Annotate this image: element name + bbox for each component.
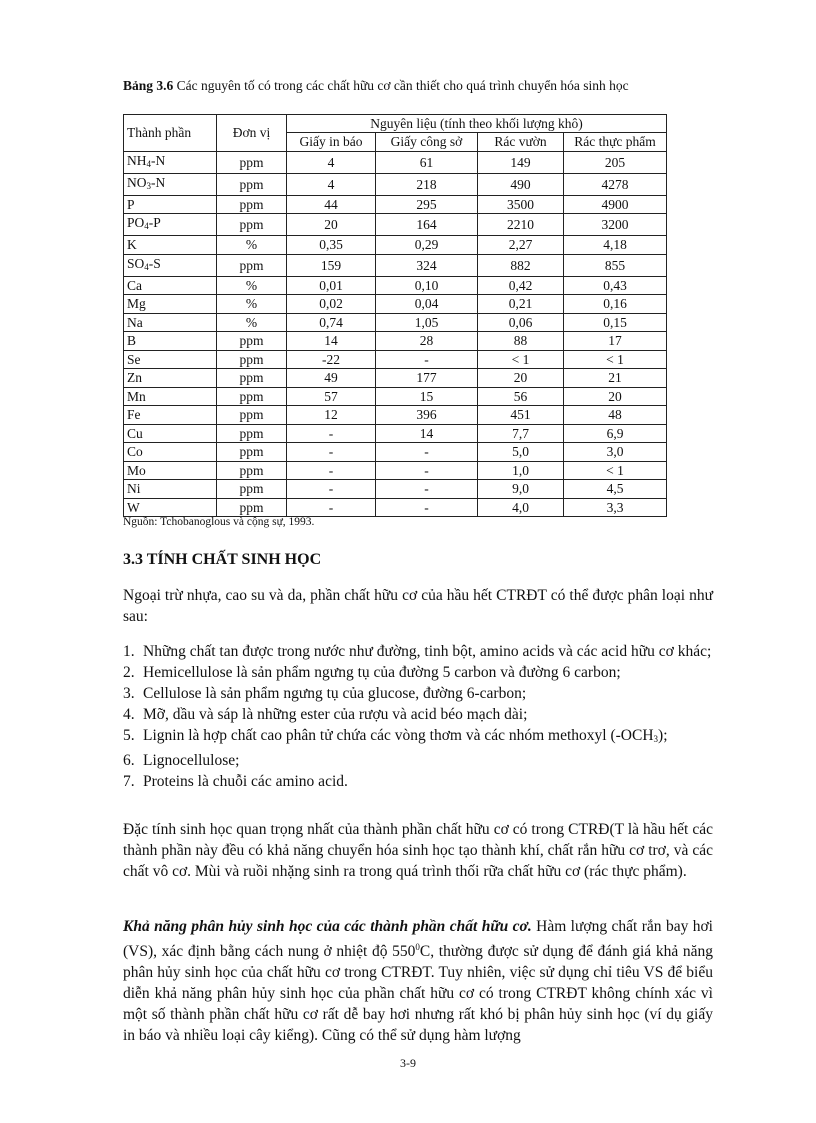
cell-unit: ppm [217,461,287,480]
table-row [124,387,667,406]
cell-value: 61 [376,151,478,173]
cell-value: 0,02 [287,295,376,314]
table-row [124,461,667,480]
table-caption-text: Các nguyên tố có trong các chất hữu cơ cần thiết cho quá trình chuyển hóa sinh học [173,78,629,93]
cell-value: 20 [478,369,564,388]
cell-value: 0,01 [287,276,376,295]
cell-value: - [376,461,478,480]
cell-value: 9,0 [478,480,564,499]
cell-value: 295 [376,195,478,214]
cell-value: - [376,443,478,462]
cell-value: 4 [287,151,376,173]
list-item: 6. Lignocellulose; [123,752,240,769]
cell-value: 0,42 [478,276,564,295]
cell-value: 0,74 [287,313,376,332]
table-row [124,406,667,425]
cell-unit: ppm [217,369,287,388]
cell-component: Ca [124,276,217,295]
cell-unit: ppm [217,195,287,214]
cell-value: 4 [287,173,376,195]
intro-paragraph: Ngoại trừ nhựa, cao su và da, phần chất hữu cơ của hầu hết CTRĐT có thể được phân loại như sau: [123,587,713,625]
biodegradability-paragraph: Khả năng phân hủy sinh học của các thành phần chất hữu cơ. Hàm lượng chất rắn bay hơi (VS), xác định bằng cách nung ở nhiệt độ $550^0C$, thường được sử dụng để đánh giá khả năng phân hủy sinh học của chất hữu cơ trong CTRĐT. Tuy nhiên, việc sử dụng chỉ tiêu VS để biểu diễn khả năng phân hủy sinh học của phần chất hữu cơ có trong CTRĐT không chính xác vì một số thành phần chất hữu cơ rất dễ bay hơi nhưng rất khó bị phân hủy sinh học (ví dụ giấy in báo và nhiều loại cây kiểng). Cũng có thể sử dụng hàm lượng [123,918,713,1044]
header-newsprint: Giấy in báo [287,133,376,152]
cell-unit: ppm [217,406,287,425]
cell-value: < 1 [478,350,564,369]
cell-value: 164 [376,214,478,236]
cell-value: 20 [564,387,667,406]
cell-value: 177 [376,369,478,388]
cell-value: 218 [376,173,478,195]
cell-component: Mn [124,387,217,406]
cell-value: 44 [287,195,376,214]
cell-value: 4,18 [564,236,667,255]
cell-value: 7,7 [478,424,564,443]
header-material-group: Nguyên liệu (tính theo khối lượng khô) [287,115,667,133]
biological-properties-paragraph: Đặc tính sinh học quan trọng nhất của thành phần chất hữu cơ có trong CTRĐ(T là hầu hết các thành phần này đều có khả năng chuyển hóa sinh học tạo thành khí, chất rắn hữu cơ trơ, và các chất vô cơ. Mùi và ruồi nhặng sinh ra trong quá trình thối rữa chất hữu cơ (rác thực phẩm). [123,821,713,880]
biodegradability-title: Khả năng phân hủy sinh học của các thành phần chất hữu cơ. [123,918,532,935]
cell-value: 2,27 [478,236,564,255]
cell-component: B [124,332,217,351]
cell-value: 3,3 [564,498,667,517]
cell-value: -22 [287,350,376,369]
cell-unit: ppm [217,173,287,195]
cell-unit: % [217,276,287,295]
table-row [124,313,667,332]
cell-value: - [287,480,376,499]
cell-unit: % [217,295,287,314]
cell-component: Ni [124,480,217,499]
cell-value: 49 [287,369,376,388]
header-office-paper: Giấy công sở [376,133,478,152]
table-row [124,173,667,195]
cell-value: 0,43 [564,276,667,295]
cell-value: < 1 [564,461,667,480]
table-row [124,424,667,443]
cell-value: 159 [287,254,376,276]
table-row [124,480,667,499]
cell-component: Na [124,313,217,332]
cell-unit: ppm [217,498,287,517]
cell-value: 882 [478,254,564,276]
cell-value: 4278 [564,173,667,195]
cell-value: 0,15 [564,313,667,332]
list-item: 1. Những chất tan được trong nước như đường, tinh bột, amino acids và các acid hữu cơ khác; [123,643,712,660]
cell-value: 324 [376,254,478,276]
table-body [124,151,667,517]
cell-value: 3,0 [564,443,667,462]
cell-value: 0,16 [564,295,667,314]
section-heading: 3.3 TÍNH CHẤT SINH HỌC [123,551,322,568]
cell-component: K [124,236,217,255]
cell-value: 3500 [478,195,564,214]
cell-component: Mg [124,295,217,314]
cell-unit: ppm [217,350,287,369]
cell-value: 0,04 [376,295,478,314]
list-item: 5. Lignin là hợp chất cao phân tử chứa các vòng thơm và các nhóm methoxyl $(-OCH_3)$; [123,727,668,744]
cell-component: Se [124,350,217,369]
cell-component: Co [124,443,217,462]
cell-value: 1,0 [478,461,564,480]
cell-value: 14 [376,424,478,443]
cell-unit: ppm [217,424,287,443]
cell-value: 17 [564,332,667,351]
cell-component: W [124,498,217,517]
list-item: 4. Mỡ, dầu và sáp là những ester của rượu và acid béo mạch dài; [123,706,528,723]
cell-component: Zn [124,369,217,388]
header-unit: Đơn vị [217,115,287,152]
table-row [124,254,667,276]
cell-component: Mo [124,461,217,480]
table-caption-label: Bảng 3.6 [123,78,174,93]
list-item: 2. Hemicellulose là sản phẩm ngưng tụ của đường 5 carbon và đường 6 carbon; [123,664,621,681]
cell-component: $SO_4-S$ [124,254,217,276]
header-component: Thành phần [124,115,217,152]
cell-value: 205 [564,151,667,173]
cell-value: 21 [564,369,667,388]
list-item: 3. Cellulose là sản phẩm ngưng tụ của glucose, đường 6-carbon; [123,685,527,702]
cell-unit: ppm [217,332,287,351]
table-row [124,498,667,517]
cell-value: 6,9 [564,424,667,443]
cell-value: 12 [287,406,376,425]
cell-value: - [376,498,478,517]
table-caption [123,78,723,94]
cell-unit: ppm [217,443,287,462]
cell-unit: ppm [217,254,287,276]
cell-value: 5,0 [478,443,564,462]
cell-component: $PO_4-P$ [124,214,217,236]
cell-value: - [376,350,478,369]
cell-component: $NO_3-N$ [124,173,217,195]
cell-unit: % [217,236,287,255]
cell-value: - [376,480,478,499]
cell-unit: % [217,313,287,332]
table-row [124,236,667,255]
table-row [124,151,667,173]
cell-value: 0,35 [287,236,376,255]
cell-unit: ppm [217,387,287,406]
cell-value: < 1 [564,350,667,369]
table-row [124,369,667,388]
cell-value: 149 [478,151,564,173]
cell-value: 0,29 [376,236,478,255]
cell-value: 15 [376,387,478,406]
cell-value: 56 [478,387,564,406]
cell-value: 88 [478,332,564,351]
cell-value: - [287,498,376,517]
cell-value: 28 [376,332,478,351]
cell-value: 3200 [564,214,667,236]
cell-value: 855 [564,254,667,276]
page-number: 3-9 [400,1056,416,1070]
cell-component: $NH_4-N$ [124,151,217,173]
cell-component: Cu [124,424,217,443]
cell-value: 4,5 [564,480,667,499]
cell-unit: ppm [217,480,287,499]
table-row [124,276,667,295]
cell-value: 2210 [478,214,564,236]
table-row [124,332,667,351]
cell-value: 0,06 [478,313,564,332]
cell-value: - [287,443,376,462]
cell-value: 4,0 [478,498,564,517]
cell-value: 4900 [564,195,667,214]
table-row [124,443,667,462]
cell-value: - [287,461,376,480]
header-yard-waste: Rác vườn [478,133,564,152]
cell-value: 1,05 [376,313,478,332]
table-row [124,295,667,314]
cell-value: 451 [478,406,564,425]
organic-fraction-list [123,641,713,792]
cell-value: 48 [564,406,667,425]
cell-component: P [124,195,217,214]
cell-value: 490 [478,173,564,195]
cell-value: 20 [287,214,376,236]
cell-component: Fe [124,406,217,425]
cell-value: 0,21 [478,295,564,314]
cell-unit: ppm [217,214,287,236]
elements-table [123,114,667,517]
cell-value: 396 [376,406,478,425]
list-item: 7. Proteins là chuỗi các amino acid. [123,773,348,790]
cell-value: 14 [287,332,376,351]
table-row [124,214,667,236]
table-source: Nguồn: Tchobanoglous và cộng sự, 1993. [123,516,315,528]
cell-unit: ppm [217,151,287,173]
header-food-waste: Rác thực phẩm [564,133,667,152]
table-row [124,350,667,369]
table-row [124,195,667,214]
cell-value: 0,10 [376,276,478,295]
cell-value: 57 [287,387,376,406]
cell-value: - [287,424,376,443]
